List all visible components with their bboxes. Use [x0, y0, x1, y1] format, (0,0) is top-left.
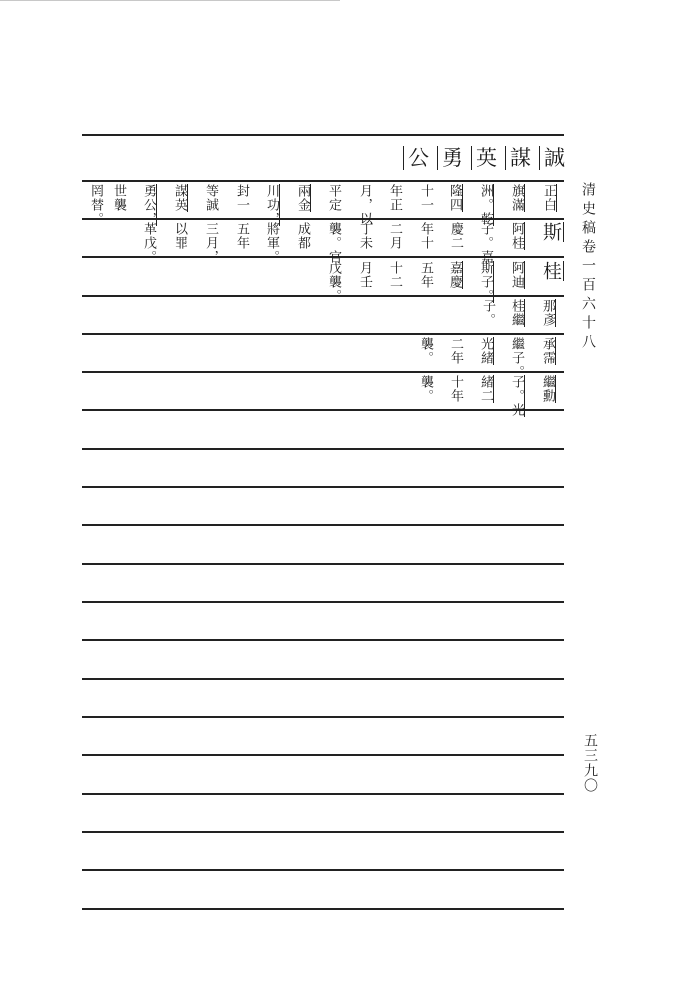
- text-column: 子。: [480, 299, 495, 327]
- table-rule: [82, 409, 564, 411]
- scan-edge-line: [0, 0, 340, 1]
- text-column: 革戊。: [141, 222, 156, 264]
- text-column: 襲。: [418, 375, 433, 403]
- text-column: 兩金: [295, 184, 310, 212]
- text-column: 月，以: [357, 184, 372, 226]
- text-column: 承霈: [540, 337, 555, 365]
- text-column: 桂: [540, 261, 562, 281]
- text-column: 封一: [234, 184, 249, 212]
- text-column: 五年: [234, 222, 249, 250]
- table-rule: [82, 601, 564, 603]
- text-column: 成都: [295, 222, 310, 250]
- text-column: 平定: [326, 184, 341, 212]
- text-column: 繼子。: [509, 337, 524, 379]
- book-title: 清史稿卷一百六十八: [580, 182, 596, 353]
- table-rule: [82, 639, 564, 641]
- table-rule: [82, 180, 564, 182]
- text-column: 子。嘉: [478, 222, 493, 264]
- text-column: 戊襲。: [326, 261, 341, 303]
- table-rule: [82, 524, 564, 526]
- title-char: 勇: [437, 146, 463, 170]
- table-rule: [82, 563, 564, 565]
- text-column: 慶二: [448, 222, 463, 250]
- table-rule: [82, 134, 564, 136]
- text-column: 洲。乾: [478, 184, 493, 226]
- text-column: 年正: [387, 184, 402, 212]
- text-column: 阿桂: [509, 222, 524, 250]
- table-rule: [82, 754, 564, 756]
- title-char: 謀: [505, 146, 531, 170]
- text-column: 阿迪: [509, 261, 524, 289]
- text-column: 二月: [387, 222, 402, 250]
- table-rule: [82, 371, 564, 373]
- table-rule: [82, 793, 564, 795]
- table-rule: [82, 869, 564, 871]
- text-column: 旗滿: [509, 184, 524, 212]
- table-title: [403, 145, 565, 171]
- text-column: 罔替。: [88, 184, 103, 226]
- text-column: 十年: [448, 375, 463, 403]
- text-column: 襲。: [418, 337, 433, 365]
- text-column: 隆四: [447, 184, 462, 212]
- text-column: 光緒: [478, 337, 493, 365]
- text-column: 襲。官: [326, 222, 341, 264]
- text-column: 等誠: [203, 184, 218, 212]
- text-column: 謀英: [172, 184, 187, 212]
- table-rule: [82, 678, 564, 680]
- text-column: 那彥: [540, 299, 555, 327]
- text-column: 繼勳: [540, 375, 555, 403]
- text-column: 勇公，: [141, 184, 156, 226]
- text-column: 三月，: [203, 222, 218, 264]
- text-column: 月壬: [357, 261, 372, 289]
- table-rule: [82, 448, 564, 450]
- text-column: 緒二: [478, 375, 493, 403]
- table-rule: [82, 831, 564, 833]
- text-column: 丁未: [357, 222, 372, 250]
- text-column: 斯: [540, 222, 562, 242]
- title-char: 誠: [539, 146, 565, 170]
- title-char: 英: [471, 146, 497, 170]
- text-column: 年十: [418, 222, 433, 250]
- page-number: 五三九〇: [582, 733, 598, 793]
- text-column: 世襲: [111, 184, 126, 212]
- text-column: 斯子。: [478, 261, 493, 303]
- text-column: 川功，: [264, 184, 279, 226]
- text-column: 二年: [448, 337, 463, 365]
- text-column: 子。光: [509, 375, 524, 417]
- text-column: 十一: [418, 184, 433, 212]
- text-column: 十二: [387, 261, 402, 289]
- text-column: 嘉慶: [447, 261, 462, 289]
- text-column: 正白: [541, 184, 556, 212]
- text-column: 五年: [418, 261, 433, 289]
- table-rule: [82, 716, 564, 718]
- text-column: 以罪: [172, 222, 187, 250]
- table-rule: [82, 908, 564, 910]
- table-rule: [82, 486, 564, 488]
- text-column: 桂繼: [509, 299, 524, 327]
- text-column: 將軍。: [264, 222, 279, 264]
- table-rule: [82, 333, 564, 335]
- title-char: 公: [403, 146, 429, 170]
